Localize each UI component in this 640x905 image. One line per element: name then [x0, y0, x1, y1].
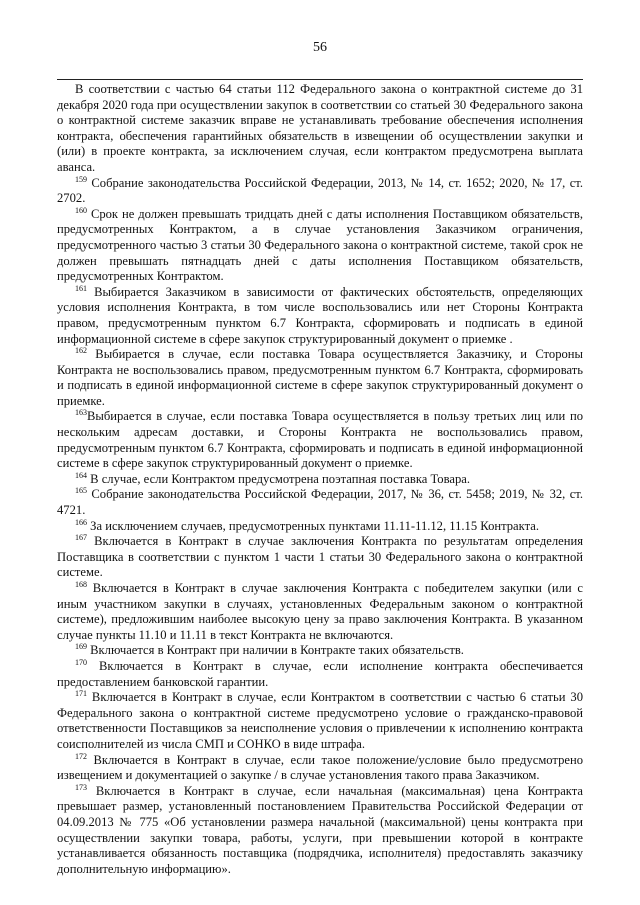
footnote-text: Выбирается Заказчиком в зависимости от фактических обстоятельств, определяющих условия исполнения Контракта, в том числе воспользовались или нет Стороны Контракта правом, предусмотренным пунктом 6.7 Контракта, сформировать и подписать в единой информационной системе в сфере закупок структурированный документ о приемке . — [57, 284, 583, 346]
footnote-165 — [57, 487, 583, 518]
footnote-text: Включается в Контракт в случае, если такое положение/условие было предусмотрено извещением и документацией о закупке / в случае установления такого права Заказчиком. — [57, 752, 583, 783]
footnote-number: 173 — [75, 782, 87, 792]
footnote-164 — [57, 472, 583, 488]
footnote-170 — [57, 659, 583, 690]
footnote-number: 160 — [75, 205, 87, 215]
footnote-number: 167 — [75, 533, 87, 543]
footnote-text: За исключением случаев, предусмотренных пунктами 11.11-11.12, 11.15 Контракта. — [90, 518, 539, 533]
footnote-text: Включается в Контракт в случае, если исполнение контракта обеспечивается предоставлением банковской гарантии. — [57, 658, 583, 689]
footnote-168 — [57, 581, 583, 643]
footnote-separator — [57, 79, 583, 80]
footnote-number: 163 — [75, 408, 87, 418]
footnote-text: Включается в Контракт в случае, если начальная (максимальная) цена Контракта превышает размер, установленный постановлением Правительства Российской Федерации от 04.09.2013 № 775 «Об установлении размера начальной (максимальной) цены контракта при осуществлении закупки товара, работы, услуги, при превышении которой в контракте устанавливается обязанность поставщика (подрядчика, исполнителя) предоставлять заказчику дополнительную информацию». — [57, 783, 583, 876]
footnote-number: 169 — [75, 642, 87, 652]
footnote-162 — [57, 347, 583, 409]
footnote-number: 161 — [75, 283, 87, 293]
footnote-text: Собрание законодательства Российской Федерации, 2013, № 14, ст. 1652; 2020, № 17, ст. 2702. — [57, 175, 583, 206]
footnote-161 — [57, 285, 583, 347]
footnote-173 — [57, 784, 583, 878]
footnote-number: 171 — [75, 688, 87, 698]
footnote-text: В случае, если Контрактом предусмотрена поэтапная поставка Товара. — [90, 471, 470, 486]
footnote-172 — [57, 753, 583, 784]
footnote-number: 170 — [75, 657, 87, 667]
footnote-text: Включается в Контракт в случае заключения Контракта по результатам определения Поставщика в соответствии с пунктом 1 части 1 статьи 30 Федерального закона о контрактной системе. — [57, 534, 583, 580]
footnote-text: Выбирается в случае, если поставка Товара осуществляется в пользу третьих лиц или по нескольким адресам доставки, и Стороны Контракта не воспользовались правом, предусмотренным пунктом 6.7 Контракта, сформировать и подписать в единой информационной системе в сфере закупок структурированный документ о приемке. — [57, 409, 583, 471]
footnote-number: 165 — [75, 486, 87, 496]
footnote-text: Выбирается в случае, если поставка Товара осуществляется Заказчику, и Стороны Контракта не воспользовались правом, предусмотренным пунктом 6.7 Контракта, сформировать и подписать в единой информационной системе в сфере закупок структурированный документ о приемке. — [57, 347, 583, 408]
intro-paragraph: В соответствии с частью 64 статьи 112 Федерального закона о контрактной системе до 31 декабря 2020 года при осуществлении закупок в соответствии со статьей 30 Федерального закона о контрактной системе заказчик вправе не устанавливать требование обеспечения исполнения контракта, обеспечения гарантийных обязательств в извещении об осуществлении закупки и (или) в проекте контракта, за исключением случая, если контрактом предусмотрена выплата аванса. — [57, 82, 583, 174]
footnote-number: 168 — [75, 579, 87, 589]
footnote-169 — [57, 643, 583, 659]
footnote-159 — [57, 176, 583, 207]
footnote-number: 172 — [75, 751, 87, 761]
footnote-text: Собрание законодательства Российской Федерации, 2017, № 36, ст. 5458; 2019, № 32, ст. 4721. — [57, 487, 583, 518]
footnote-number: 166 — [75, 517, 87, 527]
footnote-text: Срок не должен превышать тридцать дней с даты исполнения Поставщиком обязательств, предусмотренных Контрактом, а в случае установления Заказчиком ограничения, предусмотренного частью 3 статьи 30 Федерального закона о контрактной системе, такой срок не должен превышать пятнадцать дней с даты исполнения Поставщиком обязательств, предусмотренных Контрактом. — [57, 206, 583, 284]
footnote-160 — [57, 207, 583, 285]
footnote-text: Включается в Контракт при наличии в Контракте таких обязательств. — [90, 643, 464, 658]
footnote-171 — [57, 690, 583, 752]
page-number: 56 — [313, 40, 327, 55]
footnote-163 — [57, 409, 583, 471]
footnote-166 — [57, 519, 583, 535]
footnote-number: 162 — [75, 345, 87, 355]
footnotes-block — [57, 82, 583, 877]
footnote-number: 159 — [75, 174, 87, 184]
footnote-number: 164 — [75, 470, 87, 480]
footnote-text: Включается в Контракт в случае, если Контрактом в соответствии с частью 6 статьи 30 Федерального закона о контрактной системе предусмотрено условие о гражданско-правовой ответственности Поставщиков за неисполнение условия о привлечении к исполнению контракта соисполнителей из числа СМП и СОНКО в виде штрафа. — [57, 690, 583, 751]
footnote-text: Включается в Контракт в случае заключения Контракта с победителем закупки (или с иным участником закупки в случаях, установленных Федеральным законом о контрактной системе), предложившим наиболее высокую цену за право заключения Контракта. В указанном случае пункты 11.10 и 11.11 в текст Контракта не включаются. — [57, 581, 583, 642]
footnote-167 — [57, 534, 583, 581]
